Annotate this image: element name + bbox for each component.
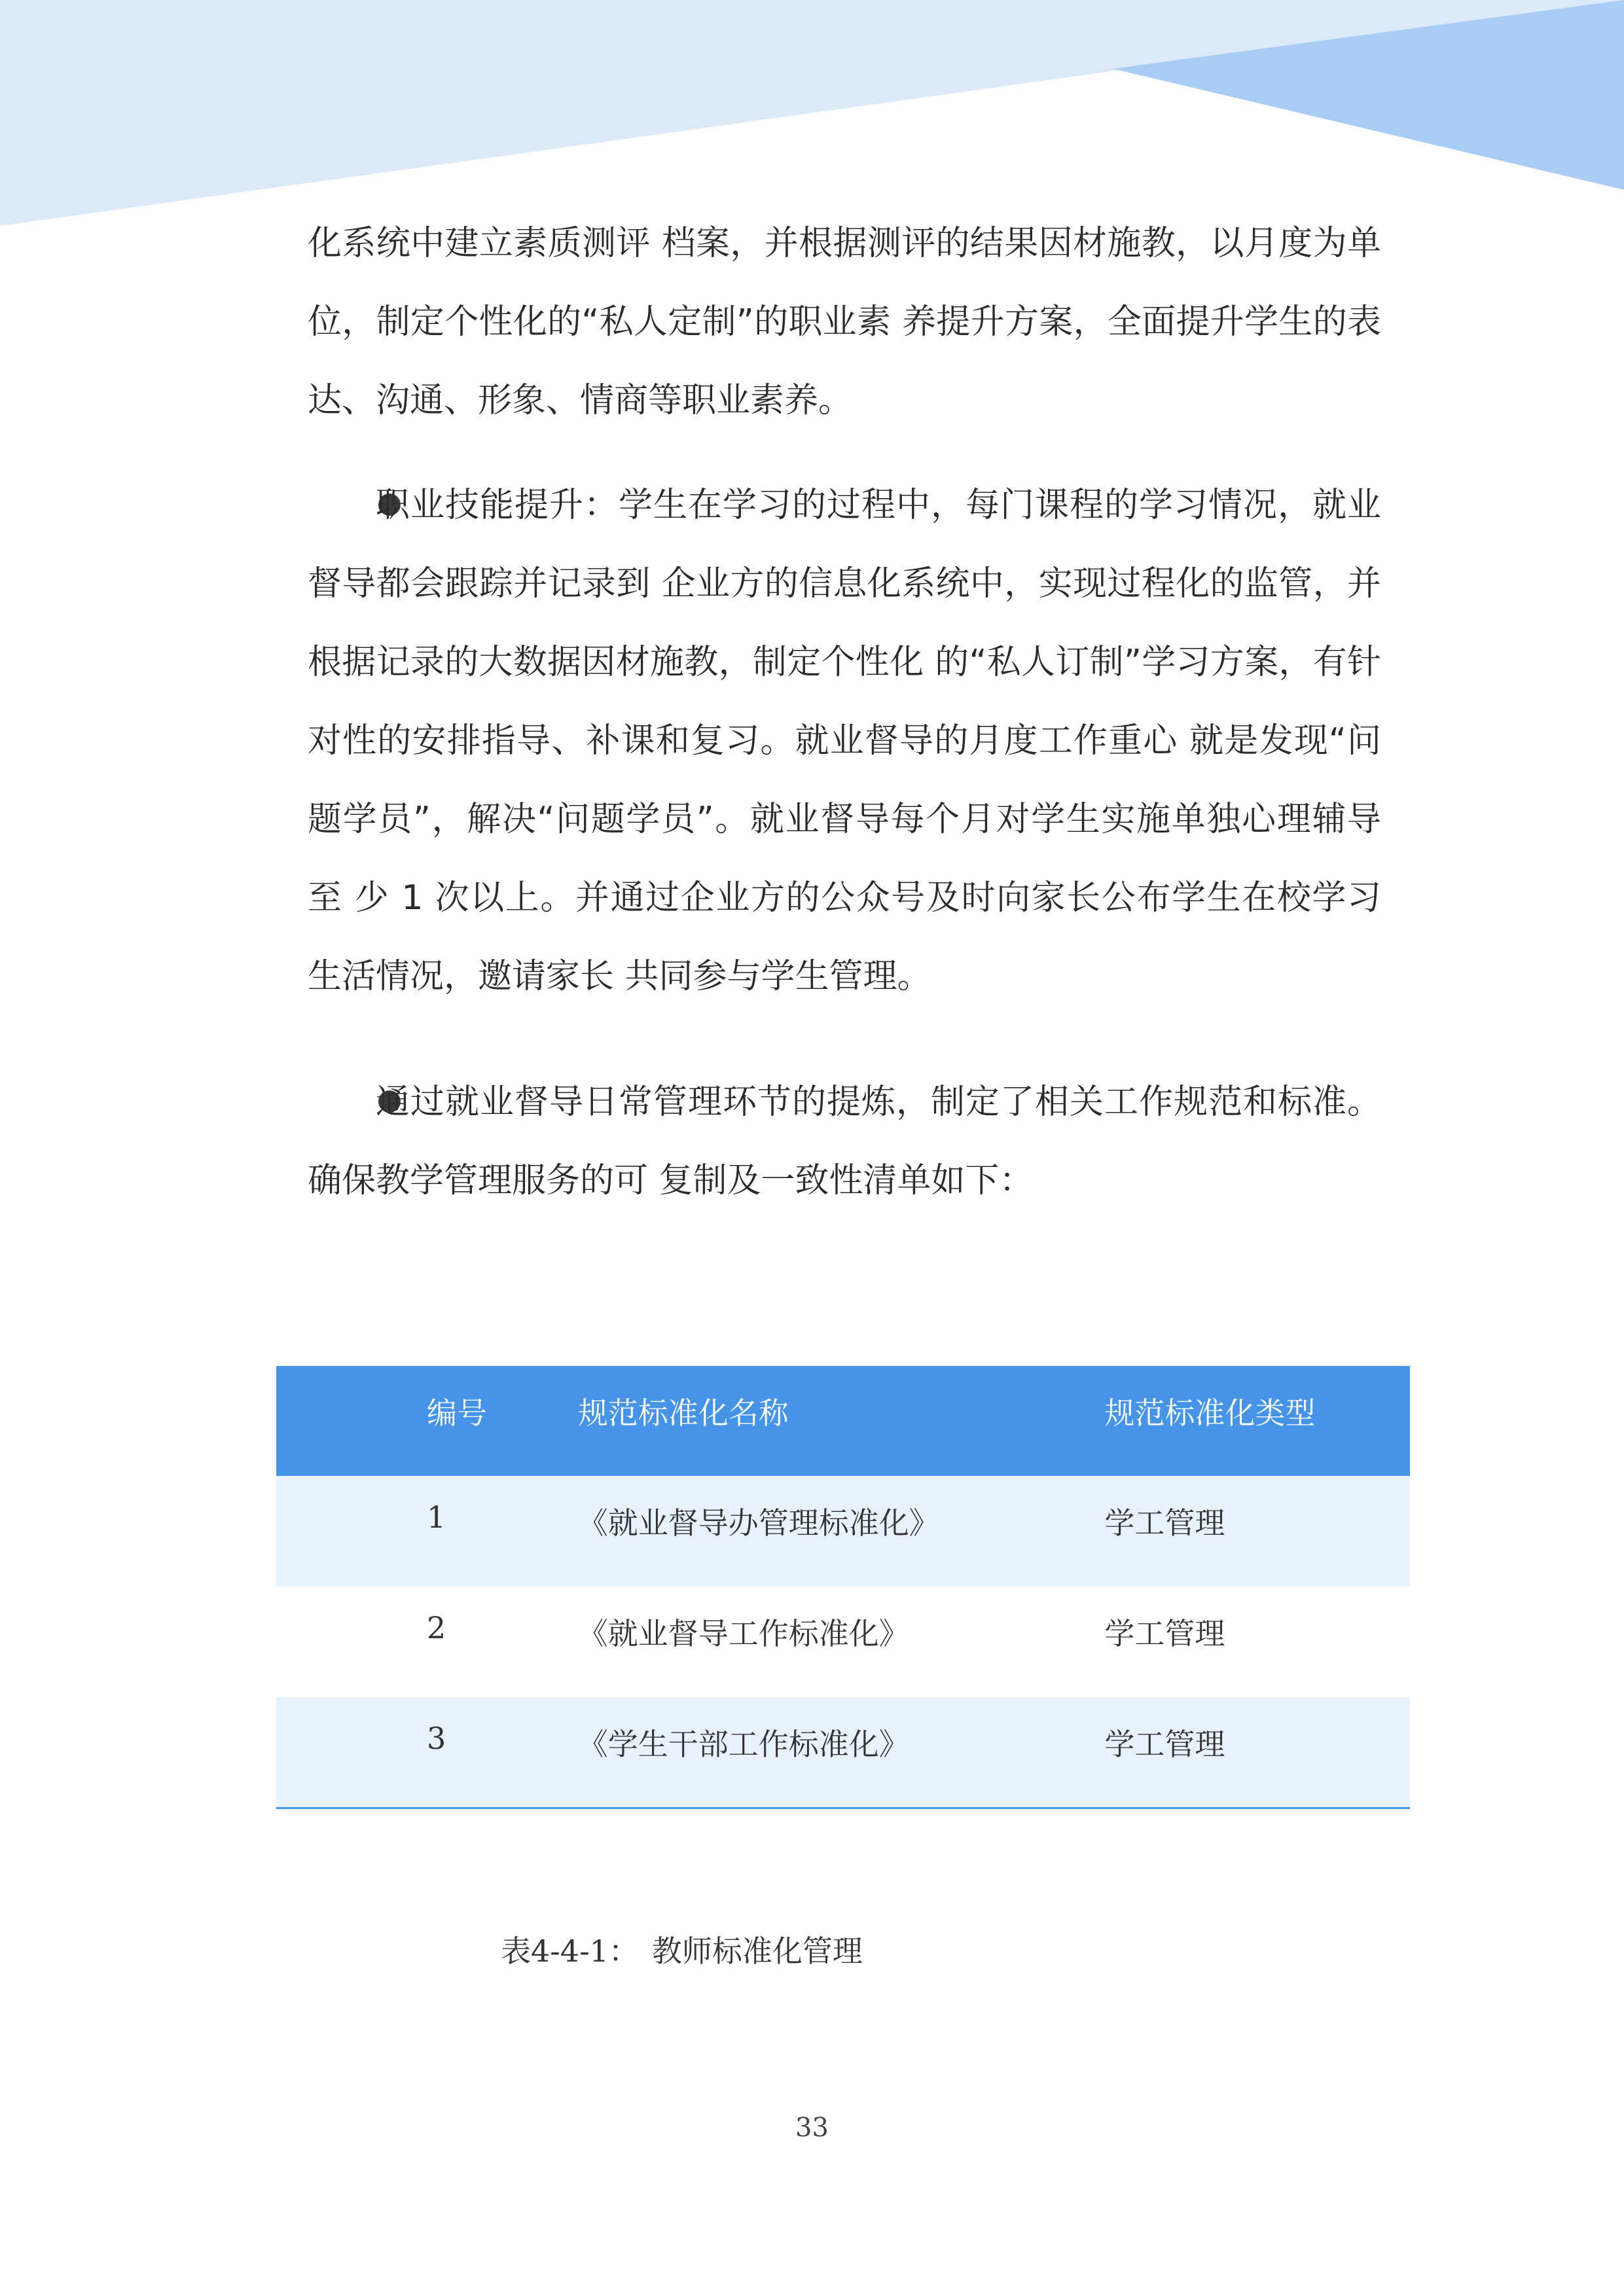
paragraph-text: 化系统中建立素质测评 档案，并根据测评的结果因材施教，以月度为单位，制定个性化的“私人定制”的职业素 养提升方案，全面提升学生的表达、沟通、形象、情商等职业素养。	[308, 224, 1381, 420]
table-row	[276, 1476, 1410, 1587]
table-row	[276, 1587, 1410, 1697]
caption-label: 表4-4-1：	[501, 1933, 639, 1969]
cell-type: 学工管理	[1104, 1505, 1225, 1541]
cell-name: 《就业督导办管理标准化》	[577, 1505, 939, 1541]
cell-name: 《学生干部工作标准化》	[577, 1727, 909, 1762]
header-number: 编号	[427, 1395, 487, 1431]
standardization-table	[276, 1366, 1410, 1809]
table-row	[276, 1697, 1410, 1808]
cell-type: 学工管理	[1104, 1727, 1225, 1762]
cell-number: 2	[427, 1610, 446, 1645]
cell-number: 3	[427, 1721, 446, 1756]
paragraph-text: 通过就业督导日常管理环节的提炼，制定了相关工作规范和标准。确保教学管理服务的可 复制及一致性清单如下：	[308, 1083, 1381, 1200]
header-name: 规范标准化名称	[577, 1395, 789, 1431]
cell-type: 学工管理	[1104, 1616, 1225, 1651]
cell-name: 《就业督导工作标准化》	[577, 1616, 909, 1651]
bullet-standardization	[308, 1063, 1381, 1220]
caption-title: 教师标准化管理	[651, 1933, 863, 1969]
header-type: 规范标准化类型	[1104, 1395, 1316, 1431]
header-decoration	[0, 0, 1624, 236]
table-caption	[501, 1928, 863, 1971]
paragraph-text: 职业技能提升：学生在学习的过程中，每门课程的学习情况，就业督导都会跟踪并记录到 企业方的信息化系统中，实现过程化的监管，并根据记录的大数据因材施教，制定个性化 的“私人订制”学习方案，有针对性的安排指导、补课和复习。就业督导的月度工作重心 就是发现“问题学员”，解决“问题学员”。就业督导每个月对学生实施单独心理辅导至 少 1 次以上。并通过企业方的公众号及时向家长公布学生在校学习生活情况，邀请家长 共同参与学生管理。	[308, 486, 1381, 996]
table-header-row	[276, 1366, 1410, 1476]
paragraph-quality	[308, 204, 1381, 440]
page-number: 33	[795, 2113, 829, 2143]
cell-number: 1	[427, 1499, 446, 1535]
bullet-skill-improvement	[308, 466, 1381, 1016]
